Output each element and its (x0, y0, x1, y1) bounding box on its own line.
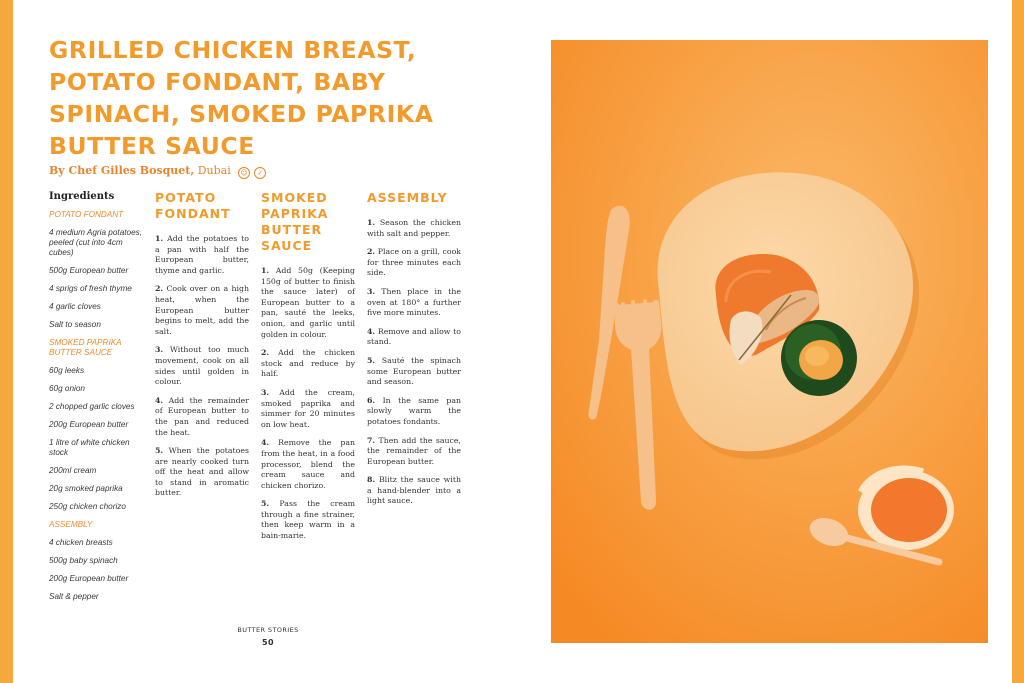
list-item: 4 sprigs of fresh thyme (49, 284, 132, 293)
chef-location: Dubai (197, 164, 231, 177)
method-step: 1. Add the potatoes to a pan with half the European butter, thyme and garlic. (155, 234, 249, 275)
ingredients-heading: Ingredients (49, 191, 115, 202)
list-item: 200g European butter (49, 420, 129, 429)
ingredient-section-potato: POTATO FONDANT (49, 210, 124, 219)
dish-photo (551, 40, 988, 643)
potato-fondant-method (155, 190, 249, 507)
sauce-heading: SMOKED PAPRIKA BUTTER SAUCE (261, 190, 329, 253)
method-step: 5. When the potatoes are nearly cooked turn off the heat and allow to stand in aromatic butter. (155, 446, 249, 498)
list-item: 60g onion (49, 384, 85, 393)
method-step: 2. Cook over on a high heat, when the European butter begins to melt, add the salt. (155, 284, 249, 336)
list-item: 200g European butter (49, 574, 129, 583)
method-step: 2. Add the chicken stock and reduce by half. (261, 348, 355, 379)
method-step: 8. Blitz the sauce with a hand-blender into a light sauce. (367, 475, 461, 506)
recipe-title: GRILLED CHICKEN BREAST, POTATO FONDANT, BABY SPINACH, SMOKED PAPRIKA BUTTER SAUCE (49, 36, 434, 160)
list-item: 60g leeks (49, 366, 85, 375)
assembly-method (367, 190, 461, 515)
method-step: 3. Without too much movement, cook on all sides until golden in colour. (155, 345, 249, 387)
ingredient-groups (49, 210, 149, 602)
list-item: 500g baby spinach (49, 556, 118, 565)
ingredients-list (49, 192, 149, 610)
list-item: Salt to season (49, 320, 101, 329)
method-step: 3. Add the cream, smoked paprika and simmer for 20 minutes on low heat. (261, 387, 355, 429)
magazine-spread (13, 0, 1012, 683)
list-item: 2 chopped garlic cloves (49, 402, 135, 411)
method-step: 5. Pass the cream through a fine strainer, then keep warm in a bain-marie. (261, 499, 355, 541)
method-step: 7. Then add the sauce, the remainder of the European butter. (367, 435, 461, 466)
method-step: 2. Place on a grill, cook for three minutes each side. (367, 247, 461, 278)
page-number: 50 (262, 638, 274, 647)
method-step: 1. Season the chicken with salt and pepper. (367, 218, 461, 238)
method-step: 3. Then place in the oven at 180° a further five more minutes. (367, 286, 461, 318)
assembly-heading: ASSEMBLY (367, 190, 448, 205)
page-footer (213, 626, 323, 647)
ingredient-section-assembly: ASSEMBLY (49, 520, 93, 529)
list-item: 4 garlic cloves (49, 302, 101, 311)
list-item: 20g smoked paprika (49, 484, 123, 493)
list-item: 1 litre of white chicken stock (49, 438, 130, 457)
sauce-method (261, 190, 355, 550)
method-step: 4. Remove the pan from the heat, in a food processor, blend the cream sauce and chicken chorizo. (261, 438, 355, 490)
vegetarian-icon: ✓ (254, 167, 266, 179)
method-step: 5. Sauté the spinach some European butter and season. (367, 355, 461, 387)
footer-section-name: BUTTER STORIES (237, 626, 299, 634)
list-item: 500g European butter (49, 266, 129, 275)
list-item: 250g chicken chorizo (49, 502, 126, 511)
list-item: Salt & pepper (49, 592, 99, 601)
method-step: 4. Remove and allow to stand. (367, 326, 461, 347)
chef-byline (49, 164, 266, 179)
potato-fondant-heading: POTATO FONDANT (155, 190, 231, 221)
method-step: 4. Add the remainder of European butter to the pan and reduced the heat. (155, 395, 249, 437)
chef-name: By Chef Gilles Bosquet, (49, 164, 195, 177)
list-item: 4 chicken breasts (49, 538, 113, 547)
method-step: 6. In the same pan slowly warm the potatoes fondants. (367, 395, 461, 426)
chef-icon: ☺ (238, 167, 250, 179)
list-item: 4 medium Agria potatoes, peeled (cut into 4cm cubes) (49, 228, 142, 257)
method-step: 1. Add 50g (Keeping 150g of butter to finish the sauce later) of European butter to a pan, sauté the leeks, onion, and garlic until golden in colour. (261, 266, 355, 339)
ingredient-section-sauce: SMOKED PAPRIKA BUTTER SAUCE (49, 338, 122, 357)
list-item: 200ml cream (49, 466, 97, 475)
